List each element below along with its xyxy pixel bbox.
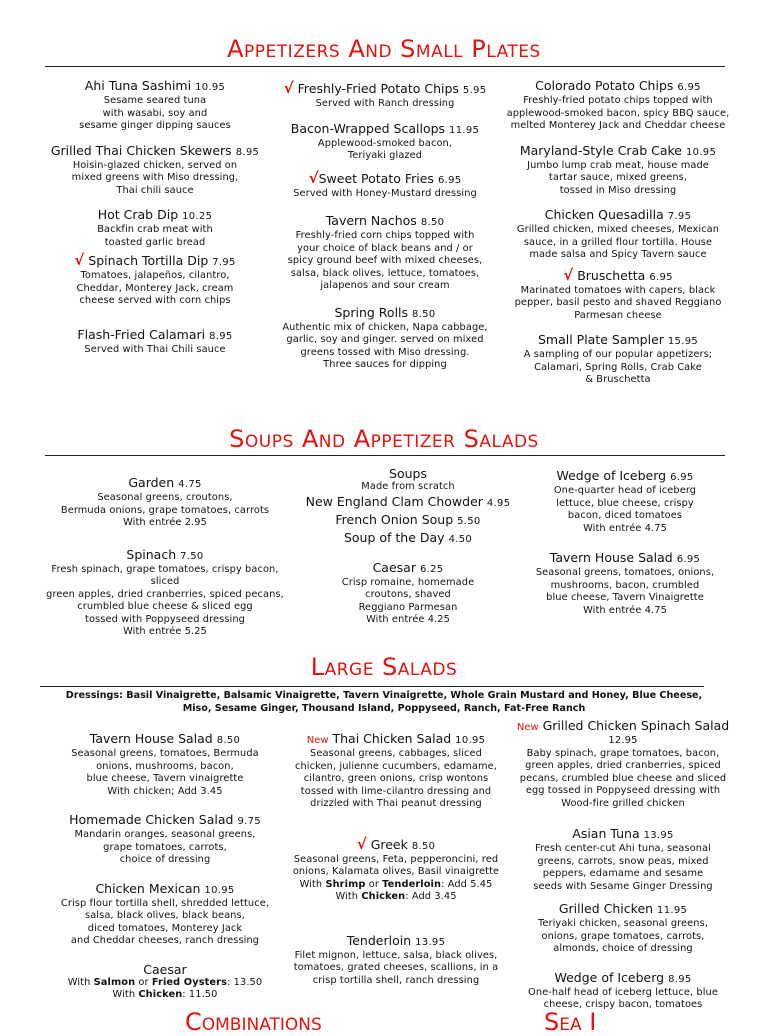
item-price: 8.95 [235,146,260,158]
item-price: 15.95 [667,336,699,347]
item-name: Spinach Tortilla Dip [88,253,209,268]
item-name: New England Clam Chowder [305,493,483,509]
item-price: 8.50 [412,308,436,320]
menu-item [495,332,741,387]
appetizers-col-2 [265,81,505,372]
item-name: Caesar [372,559,416,575]
item-price: 6.95 [670,472,694,483]
item-price: 8.50 [411,840,436,852]
appetizers-col-3 [495,78,741,387]
checkmark-icon: √ [563,265,574,284]
checkmark-icon: √ [74,251,85,269]
item-description: Backfin crab meat with toasted garlic bread [97,224,213,248]
item-price: 10.95 [195,82,226,93]
item-name: Grilled Chicken [558,901,654,916]
menu-item [265,213,505,293]
item-description: Crisp flour tortilla shell, shredded lettuce, salsa, black olives, black beans, diced tomatoes, Monterey Jack and Cheddar cheeses, ranch dressing [60,897,270,946]
soups-divider [45,455,725,456]
item-price: 8.95 [209,330,233,342]
item-price: 13.95 [415,936,446,948]
checkmark-icon: √ [283,79,294,97]
menu-item [276,731,516,811]
menu-item [40,207,270,249]
menu-item [500,826,746,893]
soups-heading: Soups [389,466,427,481]
large-salads-divider [40,686,704,687]
item-description: Sesame seared tuna with wasabi, soy and sesame ginger dipping sauces [79,95,231,131]
checkmark-icon: √ [356,834,367,853]
item-name: Tavern House Salad [89,731,213,746]
item-name: Tenderloin [346,932,412,948]
menu-item [500,901,746,956]
item-price: 10.95 [686,146,717,158]
item-name: Asian Tuna [572,826,640,841]
item-name: Colorado Potato Chips [535,78,674,93]
item-description: Filet mignon, lettuce, salsa, black olives, tomatoes, grated cheeses, scallions, in a crisp tortilla shell, ranch dressing [293,949,499,986]
menu-item [265,305,505,372]
item-name: Chicken Mexican [95,880,201,896]
item-price: 10.95 [455,735,486,746]
item-name: Grilled Thai Chicken Skewers [50,142,232,158]
menu-item [265,168,505,201]
item-name: Chicken Quesadilla [544,207,664,222]
menu-item [40,143,270,198]
item-name: Soup of the Day [343,529,445,545]
item-price: 9.75 [237,816,261,827]
item-name: Freshly-Fried Potato Chips [297,81,459,96]
item-name: Spring Rolls [334,304,409,320]
item-name: Garden [128,475,175,490]
item-description: Seasonal greens, Feta, pepperoncini, red onions, Kalamata olives, Basil vinaigrette [292,853,500,877]
large-salads-col-3 [500,718,746,1012]
menu-item [265,81,505,111]
dressings-list: Dressings: Basil Vinaigrette, Balsamic Vinaigrette, Tavern Vinaigrette, Whole Grain Mustard and Honey, Blue Cheese, Miso, Sesame Ginger, Thousand Island, Poppyseed, Ranch, Fat-Free Ranch [65,690,703,714]
item-name: Thai Chicken Salad [332,731,452,746]
item-name: Flash-Fried Calamari [77,326,206,342]
item-price: 10.25 [182,211,213,222]
item-description: A sampling of our popular appetizers; Calamari, Spring Rolls, Crab Cake & Bruschetta [523,349,713,385]
appetizers-divider [45,66,725,67]
menu-item [495,143,741,198]
item-price: 13.95 [643,830,674,841]
item-price: 4.95 [486,497,511,509]
large-salads-title: Large Salads [310,653,458,681]
menu-item [40,731,290,798]
item-name: Caesar [143,961,187,977]
item-description: Freshly-fried corn chips topped with your choice of black beans and / or spicy ground beef with mixed cheeses, salsa, black olives, lettuce, tomatoes, jalapenos and sour cream [287,230,483,291]
item-name: Maryland-Style Crab Cake [519,142,683,158]
sea-title-partial: Sea I [544,1008,597,1036]
item-price: 8.50 [420,217,445,228]
menu-item [40,547,290,639]
item-description: Mandarin oranges, seasonal greens, grape tomatoes, carrots, choice of dressing [74,829,256,865]
menu-item [276,834,516,904]
item-description: Seasonal greens, tomatoes, Bermuda onions, mushrooms, bacon, blue cheese, Tavern vinaigrette With chicken; Add 3.45 [71,748,259,797]
item-price: 7.50 [180,550,204,562]
menu-item [500,970,746,1012]
item-name: Wedge of Iceberg [554,969,665,985]
item-description: Seasonal greens, croutons, Bermuda onions, grape tomatoes, carrots With entrée 2.95 [60,492,270,528]
large-salads-col-1 [40,731,290,1002]
item-addon: With Shrimp or Tenderloin: Add 5.45 [299,878,493,890]
item-description: Applewood-smoked bacon, Teriyaki glazed [317,137,453,161]
item-price: 11.95 [449,124,480,136]
soups-subheading: Made from scratch [361,481,455,492]
large-salads-col-2 [276,731,516,987]
item-description: One-half head of iceberg lettuce, blue cheese, crispy bacon, tomatoes [528,986,718,1010]
item-description: Authentic mix of chicken, Napa cabbage, garlic, soy and ginger. served on mixed greens tossed with Miso dressing. Three sauces for dipping [282,321,488,370]
item-name: Bacon-Wrapped Scallops [290,120,446,136]
soup-item [290,494,526,512]
menu-item [510,468,740,535]
item-description: Crisp romaine, homemade croutons, shaved Reggiano Parmesan With entrée 4.25 [341,576,475,625]
item-name: Homemade Chicken Salad [69,812,234,827]
item-price: 6.95 [677,82,701,93]
soups-title: Soups And Appetizer Salads [229,425,539,453]
soups-col-3 [510,468,740,617]
menu-item [40,253,270,308]
item-name: Tavern House Salad [549,550,673,565]
menu-item [40,962,290,1002]
soups-col-1 [40,475,290,639]
menu-item [40,327,270,357]
item-price: 6.95 [649,271,673,283]
menu-item [40,812,290,867]
appetizers-title: Appetizers And Small Plates [227,35,541,63]
item-name: Tavern Nachos [325,213,417,228]
item-description: Grilled chicken, mixed cheeses, Mexican sauce, in a grilled flour tortilla. House made salsa and Spicy Tavern sauce [516,224,720,260]
item-name: Wedge of Iceberg [556,468,667,483]
item-name: Small Plate Sampler [537,332,664,347]
menu-item [290,560,526,627]
item-description: With Salmon or Fried Oysters: 13.50 [67,976,263,988]
item-name: Spinach [126,546,177,562]
menu-item [40,475,290,530]
menu-item [40,881,290,948]
menu-item [40,78,270,133]
item-description: Fresh spinach, grape tomatoes, crispy bacon, sliced green apples, dried cranberries, spiced pecans, crumbled blue cheese & sliced egg tossed with Poppyseed dressing With entrée 5.25 [46,563,284,637]
item-price: 12.95 [608,735,638,746]
item-price: 5.95 [462,85,487,96]
item-description: Served with Thai Chili sauce [84,343,226,355]
item-price: 4.50 [448,533,473,545]
new-badge: New [306,735,329,746]
item-description: Hoisin-glazed chicken, served on mixed greens with Miso dressing, Thai chili sauce [71,159,239,196]
menu-item [510,550,740,617]
item-description: Seasonal greens, cabbages, sliced chicken, julienne cucumbers, edamame, cilantro, green onions, crisp wontons tossed with lime-cilantro dressing and drizzled with Thai peanut dressing [295,748,497,809]
soup-item [290,530,526,548]
item-description: Tomatoes, jalapeños, cilantro, Cheddar, Monterey Jack, cream cheese served with corn chips [76,270,234,306]
item-description: Jumbo lump crab meat, house made tartar sauce, mixed greens, tossed in Miso dressing [527,159,709,196]
new-badge: New [516,722,539,733]
item-description: Freshly-fried potato chips topped with applewood-smoked bacon, spicy BBQ sauce, melted Monterey Jack and Cheddar cheese [506,95,730,131]
item-price: 6.25 [419,563,444,575]
item-name: Grilled Chicken Spinach Salad [542,718,730,733]
soup-item [290,512,526,530]
combinations-title: Combinations [185,1008,322,1036]
item-name: Ahi Tuna Sashimi [84,78,192,93]
soups-col-2 [290,466,526,627]
item-price: 5.50 [457,515,481,527]
checkmark-icon: √ [308,168,319,187]
item-name: French Onion Soup [335,511,454,527]
item-price: 6.95 [676,554,701,565]
item-description: One-quarter head of iceberg lettuce, blue cheese, crispy bacon, diced tomatoes With entrée 4.75 [553,485,697,534]
item-description: Served with Honey-Mustard dressing [293,187,477,199]
appetizers-col-1 [40,78,270,356]
item-description: Marinated tomatoes with capers, black pepper, basil pesto and shaved Reggiano Parmesan cheese [514,284,722,321]
menu-item [500,718,746,810]
item-name: Greek [370,836,408,852]
item-price: 7.95 [667,211,692,222]
item-price: 8.95 [668,973,692,985]
menu-item [276,933,516,988]
item-description: Baby spinach, grape tomatoes, bacon, green apples, dried cranberries, spiced pecans, crumbled blue cheese and sliced egg tossed in Poppyseed dressing with Wood-fire grilled chicken [519,747,727,809]
item-name: Sweet Potato Fries [318,170,434,186]
item-name: Bruschetta [577,267,646,283]
menu-item [495,207,741,262]
menu-item [495,265,741,323]
item-description: Seasonal greens, tomatoes, onions, mushrooms, bacon, crumbled blue cheese, Tavern Vinaigrette With entrée 4.75 [535,567,715,616]
item-price: 10.95 [204,884,235,896]
item-description: Fresh center-cut Ahi tuna, seasonal greens, carrots, snow peas, mixed peppers, edamame and sesame seeds with Sesame Ginger Dressing [533,843,713,892]
item-description: With Chicken: 11.50 [112,989,218,1000]
item-price: 7.95 [212,257,236,268]
menu-item [495,78,741,133]
item-price: 11.95 [657,905,688,916]
item-description: Teriyaki chicken, seasonal greens, onions, grape tomatoes, carrots, almonds, choice of dressing [537,918,709,954]
item-price: 8.50 [216,735,241,746]
menu-item [265,121,505,163]
item-addon: With Chicken: Add 3.45 [335,891,457,902]
item-name: Hot Crab Dip [97,207,179,222]
item-price: 6.95 [437,174,462,186]
item-description: Served with Ranch dressing [315,98,455,109]
item-price: 4.75 [178,479,202,490]
